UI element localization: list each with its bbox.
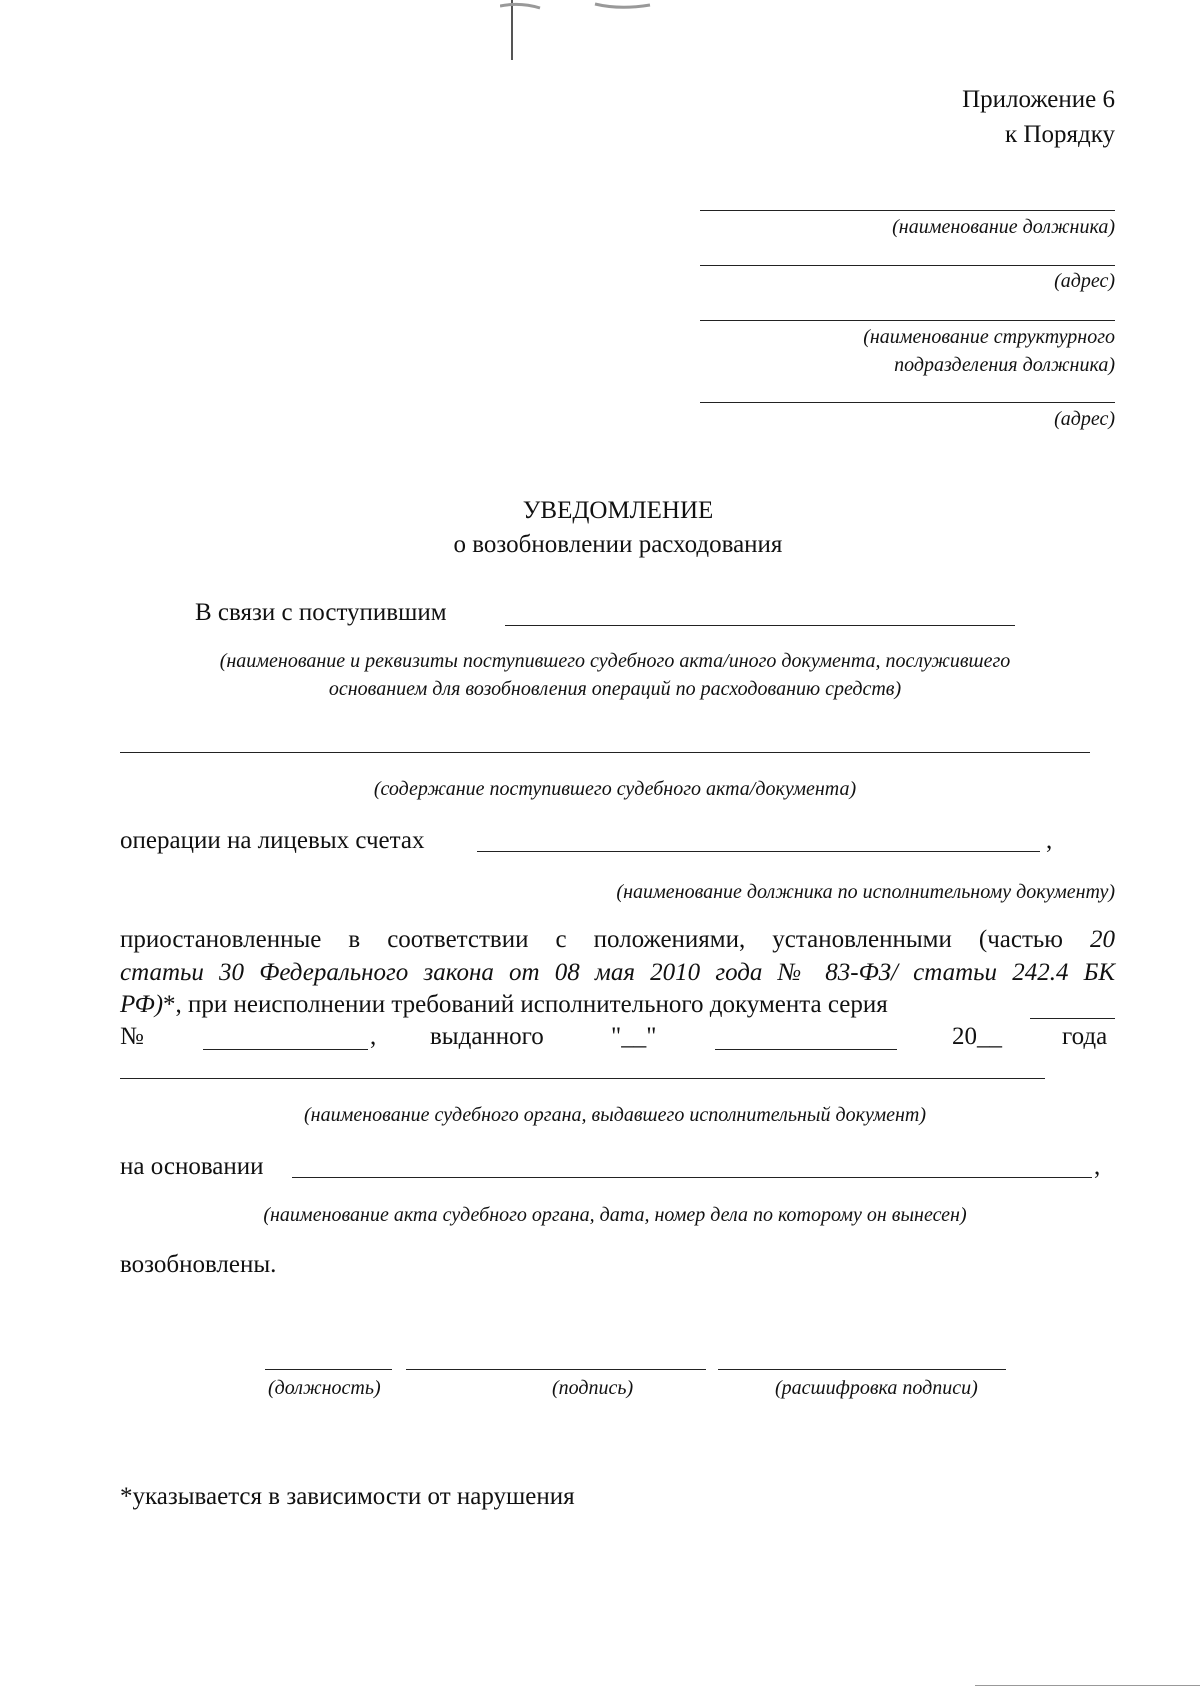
- accounts-label: операции на лицевых счетах: [120, 827, 425, 854]
- debtor-exec-caption: (наименование должника по исполнительному документу): [616, 881, 1115, 903]
- number-line: [203, 1049, 368, 1050]
- basis-comma: ,: [1094, 1153, 1101, 1180]
- act-caption-2: основанием для возобновления операций по расходованию средств): [328, 678, 902, 700]
- subdivision-caption-1: (наименование структурного: [863, 326, 1115, 348]
- para-line-1-text: приостановленные в соответствии с положениями, установленными (частью: [120, 926, 1063, 953]
- resumed-text: возобновлены.: [120, 1251, 277, 1278]
- basis-caption: (наименование акта судебного органа, дата, номер дела по которому он вынесен): [263, 1204, 967, 1226]
- year-prefix: 20__: [952, 1023, 1002, 1050]
- scan-edge-line: [975, 1685, 1200, 1686]
- address-caption-2: (адрес): [1054, 408, 1115, 430]
- debtor-name-line: [700, 210, 1115, 211]
- decryption-caption: (расшифровка подписи): [775, 1377, 978, 1399]
- decryption-line: [718, 1369, 1006, 1370]
- intro-text: В связи с поступившим: [195, 599, 447, 626]
- issued-word: выданного: [430, 1023, 544, 1050]
- address-line-1: [700, 265, 1115, 266]
- content-caption: (содержание поступившего судебного акта/документа): [373, 778, 857, 800]
- subdivision-caption-2: подразделения должника): [894, 354, 1115, 376]
- signature-line: [406, 1369, 706, 1370]
- content-line: [120, 752, 1090, 753]
- year-word: года: [1062, 1023, 1108, 1050]
- number-comma: ,: [370, 1023, 377, 1050]
- basis-label: на основании: [120, 1153, 264, 1180]
- number-sign: №: [120, 1023, 144, 1050]
- para-line-3-text: *, при неисполнении требований исполнительного документа серия: [163, 991, 888, 1018]
- basis-line: [292, 1177, 1092, 1178]
- accounts-line: [477, 851, 1040, 852]
- para-line-2: статьи 30 Федерального закона от 08 мая 2010 года № 83-ФЗ/ статьи 242.4 БК: [120, 959, 1115, 986]
- month-line: [715, 1049, 897, 1050]
- received-act-line: [505, 625, 1015, 626]
- act-caption-1: (наименование и реквизиты поступившего судебного акта/иного документа, послужившего: [219, 650, 1011, 672]
- position-line: [265, 1369, 392, 1370]
- appendix-number: Приложение 6: [962, 86, 1115, 113]
- para-line-3: [120, 990, 1025, 1020]
- accounts-comma: ,: [1046, 827, 1053, 854]
- signature-caption: (подпись): [552, 1377, 634, 1399]
- para-line-3-ref: РФ): [120, 991, 164, 1018]
- court-line: [120, 1078, 1045, 1079]
- subdivision-line: [700, 320, 1115, 321]
- document-title: УВЕДОМЛЕНИЕ: [522, 497, 714, 524]
- para-line-1: [120, 925, 1115, 955]
- scan-artifact: [500, 0, 690, 60]
- para-line-1-num: 20: [1090, 926, 1115, 953]
- to-order: к Порядку: [1005, 121, 1115, 148]
- court-caption: (наименование судебного органа, выдавшего исполнительный документ): [304, 1104, 926, 1126]
- position-caption: (должность): [268, 1377, 381, 1399]
- document-subtitle: о возобновлении расходования: [453, 531, 783, 558]
- debtor-name-caption: (наименование должника): [892, 216, 1115, 238]
- series-line: [1030, 1018, 1115, 1019]
- footnote: *указывается в зависимости от нарушения: [120, 1483, 575, 1510]
- address-caption-1: (адрес): [1054, 270, 1115, 292]
- address-line-2: [700, 402, 1115, 403]
- day-quote: "__": [611, 1023, 657, 1050]
